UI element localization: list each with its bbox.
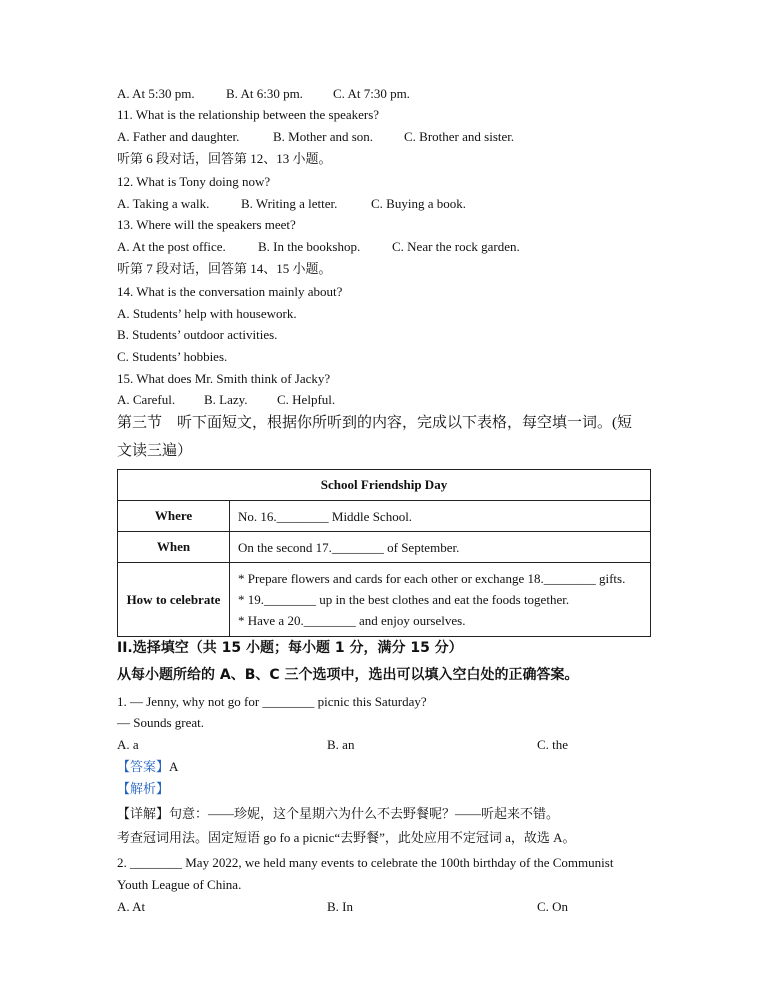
q13-option-a: A. At the post office. [117,239,226,254]
section-3-heading-line1: 第三节 听下面短文，根据你所听到的内容，完成以下表格，每空填一词。(短 [117,415,632,431]
q2-option-a: A. At [117,899,146,914]
q15-option-a: A. Careful. [117,392,176,407]
row-label-when: When [118,532,230,563]
section-3-heading-line2: 文读三遍） [117,443,193,459]
question-11: 11. What is the relationship between the speakers? [117,107,380,122]
question-15: 15. What does Mr. Smith think of Jacky? [117,371,331,386]
part-2-heading: II.选择填空（共 15 小题；每小题 1 分，满分 15 分） [117,640,463,656]
row-content-how [230,563,651,637]
q11-option-a: A. Father and daughter. [117,129,240,144]
q15-option-b: B. Lazy. [204,392,248,407]
q14-option-b: B. Students’ outdoor activities. [117,327,278,342]
q12-option-a: A. Taking a walk. [117,196,210,211]
q1-option-a: A. a [117,737,139,752]
blank-18-line: * Prepare flowers and cards for each other or exchange 18.________ gifts. [238,571,626,586]
table-row-where [118,501,651,532]
q12-option-c: C. Buying a book. [371,196,466,211]
detail-line [117,806,559,822]
analysis-line [117,781,169,797]
dialog-6-instruction: 听第 6 段对话，回答第 12、13 小题。 [117,151,332,166]
question-14: 14. What is the conversation mainly about? [117,284,343,299]
dialog-7-instruction: 听第 7 段对话，回答第 14、15 小题。 [117,261,332,276]
detail-text: 句意：——珍妮，这个星期六为什么不去野餐呢？——听起来不错。 [169,806,560,821]
q13-option-c: C. Near the rock garden. [392,239,520,254]
q14-option-a: A. Students’ help with housework. [117,306,297,321]
question-13: 13. Where will the speakers meet? [117,217,296,232]
table-row-how [118,563,651,637]
blank-19-line: * 19.________ up in the best clothes and eat the foods together. [238,592,570,607]
analysis-tag: 【解析】 [117,781,170,796]
q11-option-b: B. Mother and son. [273,129,374,144]
q10-option-b: B. At 6:30 pm. [226,86,303,101]
answer-value: A [169,759,179,774]
q1-option-b: B. an [327,737,355,752]
question-1-reply: — Sounds great. [117,715,205,730]
question-2-line2: Youth League of China. [117,877,242,892]
blank-20-line: * Have a 20.________ and enjoy ourselves. [238,613,466,628]
friendship-day-table [117,469,651,637]
q12-option-b: B. Writing a letter. [241,196,338,211]
answer-tag: 【答案】 [117,759,170,774]
explanation: 考查冠词用法。固定短语 go fo a picnic“去野餐”，此处应用不定冠词 a，故选 A。 [117,830,576,845]
answer-line [117,759,178,775]
row-label-where: Where [118,501,230,532]
part-2-instruction: 从每小题所给的 A、B、C 三个选项中，选出可以填入空白处的正确答案。 [117,667,579,683]
question-2-line1: 2. ________ May 2022, we held many events to celebrate the 100th birthday of the Communist [117,855,614,870]
row-content-when [230,532,651,563]
row-label-how: How to celebrate [118,563,230,637]
q2-option-b: B. In [327,899,353,914]
q13-option-b: B. In the bookshop. [258,239,361,254]
q15-option-c: C. Helpful. [277,392,336,407]
q11-option-c: C. Brother and sister. [404,129,515,144]
row-content-where [230,501,651,532]
q2-option-c: C. On [537,899,569,914]
blank-16-line: No. 16.________ Middle School. [238,508,413,524]
q1-option-c: C. the [537,737,569,752]
table-row-when [118,532,651,563]
detail-tag: 【详解】 [117,806,170,821]
q10-option-a: A. At 5:30 pm. [117,86,195,101]
table-title: School Friendship Day [118,470,651,501]
question-12: 12. What is Tony doing now? [117,174,271,189]
q14-option-c: C. Students’ hobbies. [117,349,228,364]
blank-17-line: On the second 17.________ of September. [238,539,460,555]
q10-option-c: C. At 7:30 pm. [333,86,410,101]
question-1: 1. — Jenny, why not go for ________ picnic this Saturday? [117,694,427,709]
